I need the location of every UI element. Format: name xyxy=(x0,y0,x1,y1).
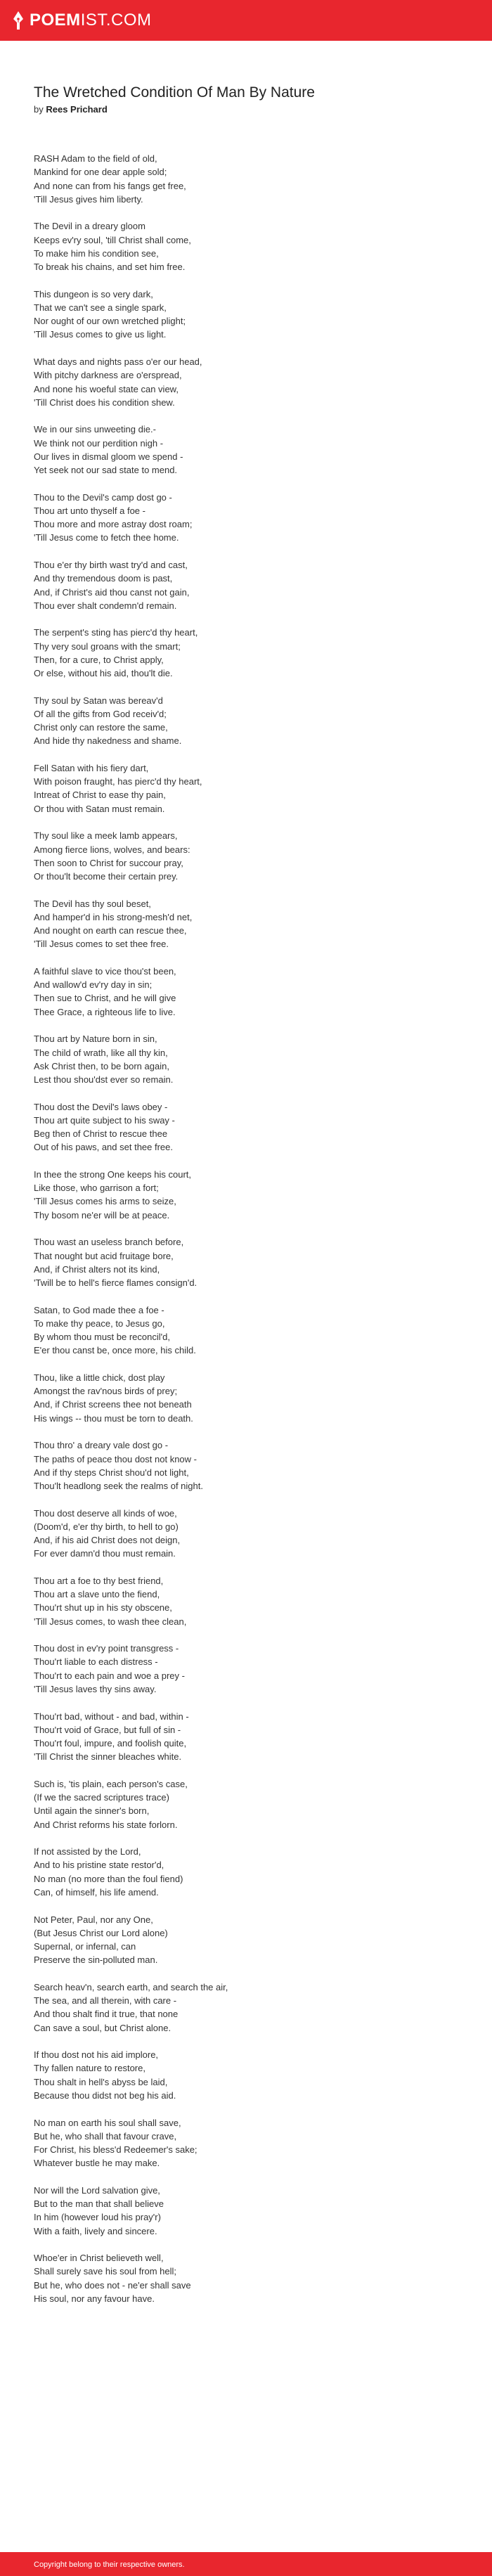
stanza xyxy=(34,829,462,883)
poem-line: Thee Grace, a righteous life to live. xyxy=(34,1006,176,1017)
stanza xyxy=(34,1168,462,1222)
poem-line: 'Till Christ the sinner bleaches white. xyxy=(34,1751,182,1763)
poem-line: Amongst the rav'nous birds of prey; xyxy=(34,1386,178,1397)
poem-line: Thou'rt shut up in his sty obscene, xyxy=(34,1602,172,1614)
poem-line: Satan, to God made thee a foe - xyxy=(34,1304,164,1315)
stanza xyxy=(34,1642,462,1696)
poem-line: No man (no more than the foul fiend) xyxy=(34,1873,183,1884)
poem-line: Until again the sinner's born, xyxy=(34,1805,150,1817)
poem-line: Thou'rt void of Grace, but full of sin - xyxy=(34,1724,181,1735)
site-name xyxy=(30,10,152,31)
stanza xyxy=(34,288,462,342)
stanza xyxy=(34,897,462,951)
poem-line: Thou, like a little chick, dost play xyxy=(34,1372,165,1383)
poem-line: 'Till Jesus laves thy sins away. xyxy=(34,1684,157,1695)
poem-line: Can save a soul, but Christ alone. xyxy=(34,2022,171,2033)
stanza xyxy=(34,355,462,409)
poem-line: The paths of peace thou dost not know - xyxy=(34,1453,197,1464)
poem-line: The serpent's sting has pierc'd thy heart, xyxy=(34,627,198,638)
author-link[interactable]: Rees Prichard xyxy=(46,104,108,115)
poem-line: Can, of himself, his life amend. xyxy=(34,1887,159,1898)
poem-line: Search heav'n, search earth, and search the air, xyxy=(34,1981,228,1992)
poem-line: Thou'rt to each pain and woe a prey - xyxy=(34,1670,185,1681)
poem-line: Thou'rt liable to each distress - xyxy=(34,1656,158,1668)
poem-line: 'Till Christ does his condition shew. xyxy=(34,397,175,408)
poem-line: Thou art by Nature born in sin, xyxy=(34,1033,157,1045)
poem-line: Nor ought of our own wretched plight; xyxy=(34,316,186,327)
poem-line: We think not our perdition nigh - xyxy=(34,437,164,449)
poem-line: Keeps ev'ry soul, 'till Christ shall come, xyxy=(34,234,191,245)
poem-line: Because thou didst not beg his aid. xyxy=(34,2089,176,2101)
stanza xyxy=(34,1438,462,1493)
poem-line: 'Twill be to hell's fierce flames consign'd. xyxy=(34,1277,198,1289)
poem-line: 'Till Jesus comes, to wash thee clean, xyxy=(34,1616,187,1627)
stanza xyxy=(34,423,462,477)
poem-line: Or thou with Satan must remain. xyxy=(34,803,165,814)
site-logo[interactable] xyxy=(13,10,152,31)
footer-bar xyxy=(0,2552,492,2576)
site-name-part-2: IST.COM xyxy=(80,11,152,30)
poem-line: Beg then of Christ to rescue thee xyxy=(34,1128,168,1140)
poem-line: Christ only can restore the same, xyxy=(34,722,168,733)
poem-line: That nought but acid fruitage bore, xyxy=(34,1250,174,1261)
poem-line: And, if his aid Christ does not deign, xyxy=(34,1535,181,1546)
poem-line: Then, for a cure, to Christ apply, xyxy=(34,654,164,665)
poem-line: With pitchy darkness are o'erspread, xyxy=(34,370,182,381)
poem-line: By whom thou must be reconcil'd, xyxy=(34,1332,170,1343)
poem-line: Lest thou shou'dst ever so remain. xyxy=(34,1074,174,1086)
stanza xyxy=(34,558,462,612)
poem-line: Ask Christ then, to be born again, xyxy=(34,1060,169,1071)
stanza xyxy=(34,2251,462,2305)
poem-line: 'Till Jesus comes to give us light. xyxy=(34,329,167,340)
stanza xyxy=(34,1507,462,1561)
poem-line: The Devil in a dreary gloom xyxy=(34,221,145,232)
poem-line: For Christ, his bless'd Redeemer's sake; xyxy=(34,2144,198,2156)
stanza xyxy=(34,965,462,1019)
stanza xyxy=(34,2116,462,2170)
poem-line: Thou art a foe to thy best friend, xyxy=(34,1575,164,1586)
stanza xyxy=(34,219,462,273)
poem-line: Such is, 'tis plain, each person's case, xyxy=(34,1778,188,1789)
poem-line: Thy bosom ne'er will be at peace. xyxy=(34,1209,170,1221)
poem-line: Or else, without his aid, thou'lt die. xyxy=(34,668,173,679)
poem-line: Thou ever shalt condemn'd remain. xyxy=(34,600,177,611)
poem-line: Out of his paws, and set thee free. xyxy=(34,1142,174,1153)
poem-line: Whoe'er in Christ believeth well, xyxy=(34,2253,164,2264)
poem-line: Preserve the sin-polluted man. xyxy=(34,1954,158,1966)
poem-line: And none can from his fangs get free, xyxy=(34,180,186,191)
stanza xyxy=(34,1100,462,1154)
stanza xyxy=(34,152,462,206)
stanza xyxy=(34,1845,462,1899)
poem-line: Thou'rt bad, without - and bad, within - xyxy=(34,1711,189,1722)
poem-line: Intreat of Christ to ease thy pain, xyxy=(34,790,166,801)
poem-line: Fell Satan with his fiery dart, xyxy=(34,762,149,773)
poem-line: Of all the gifts from God receiv'd; xyxy=(34,708,167,719)
pen-nib-icon xyxy=(13,11,24,30)
stanza xyxy=(34,2184,462,2238)
poem-line: And nought on earth can rescue thee, xyxy=(34,925,187,936)
poem-line: 'Till Jesus gives him liberty. xyxy=(34,193,143,205)
poem-line: If thou dost not his aid implore, xyxy=(34,2049,159,2061)
stanza xyxy=(34,626,462,680)
poem-line: We in our sins unweeting die.- xyxy=(34,424,156,435)
poem-line: Our lives in dismal gloom we spend - xyxy=(34,451,183,462)
poem-line: His wings -- thou must be torn to death. xyxy=(34,1412,193,1424)
poem-line: Supernal, or infernal, can xyxy=(34,1941,136,1952)
poem-line: And thy tremendous doom is past, xyxy=(34,573,173,584)
stanza xyxy=(34,1235,462,1289)
poem-line: A faithful slave to vice thou'st been, xyxy=(34,965,176,977)
poem-line: This dungeon is so very dark, xyxy=(34,288,153,300)
poem-line: And, if Christ screens thee not beneath xyxy=(34,1399,192,1410)
stanza xyxy=(34,1303,462,1358)
stanza xyxy=(34,1371,462,1425)
poem-line: In thee the strong One keeps his court, xyxy=(34,1168,192,1180)
poem-line: Thou dost in ev'ry point transgress - xyxy=(34,1643,179,1654)
poem-line: And if thy steps Christ shou'd not light, xyxy=(34,1467,189,1478)
poem-line: Among fierce lions, wolves, and bears: xyxy=(34,844,190,855)
poem-line: And wallow'd ev'ry day in sin; xyxy=(34,979,153,991)
poem-line: Thy soul by Satan was bereav'd xyxy=(34,695,163,706)
stanza xyxy=(34,1710,462,1764)
poem-line: To make him his condition see, xyxy=(34,247,159,259)
poem-line: His soul, nor any favour have. xyxy=(34,2293,155,2304)
poem-line: That we can't see a single spark, xyxy=(34,302,167,313)
stanza xyxy=(34,2048,462,2102)
poem-line: Thou shalt in hell's abyss be laid, xyxy=(34,2076,168,2087)
poem-line: Not Peter, Paul, nor any One, xyxy=(34,1914,153,1925)
poem-line: The sea, and all therein, with care - xyxy=(34,1995,177,2007)
poem-line: Thou more and more astray dost roam; xyxy=(34,519,193,530)
poem-line: For ever damn'd thou must remain. xyxy=(34,1548,176,1559)
poem-line: But he, who shall that favour crave, xyxy=(34,2130,177,2142)
poem-line: Thy fallen nature to restore, xyxy=(34,2063,145,2074)
poem-line: Thou art a slave unto the fiend, xyxy=(34,1589,160,1600)
poem-line: Thou art quite subject to his sway - xyxy=(34,1114,175,1126)
poem-line: And, if Christ alters not its kind, xyxy=(34,1263,160,1275)
stanza xyxy=(34,761,462,816)
poem-line: (But Jesus Christ our Lord alone) xyxy=(34,1927,168,1938)
stanza xyxy=(34,1032,462,1086)
poem-line: And none his woeful state can view, xyxy=(34,383,179,394)
poem-line: Thou dost the Devil's laws obey - xyxy=(34,1101,168,1112)
poem-line: The Devil has thy soul beset, xyxy=(34,898,151,909)
poem-line: If not assisted by the Lord, xyxy=(34,1846,141,1857)
poem-line: Thou e'er thy birth wast try'd and cast, xyxy=(34,559,188,570)
poem-line: To make thy peace, to Jesus go, xyxy=(34,1318,165,1329)
poem-line: Shall surely save his soul from hell; xyxy=(34,2266,177,2277)
poem-line: 'Till Jesus comes his arms to seize, xyxy=(34,1196,176,1207)
top-bar xyxy=(0,0,492,41)
poem-title: The Wretched Condition Of Man By Nature xyxy=(34,84,315,101)
poem-line: Thou'rt foul, impure, and foolish quite, xyxy=(34,1738,187,1749)
poem-line: Then sue to Christ, and he will give xyxy=(34,993,176,1004)
poem-line: And Christ reforms his state forlorn. xyxy=(34,1819,178,1830)
poem-line: And hamper'd in his strong-mesh'd net, xyxy=(34,911,193,922)
poem-line: The child of wrath, like all thy kin, xyxy=(34,1047,168,1058)
stanza xyxy=(34,491,462,545)
poem-line: Thou dost deserve all kinds of woe, xyxy=(34,1507,177,1519)
poem-line: What days and nights pass o'er our head, xyxy=(34,356,202,367)
poem-body xyxy=(34,152,462,2319)
poem-line: With a faith, lively and sincere. xyxy=(34,2225,157,2236)
site-name-part-1: POEM xyxy=(30,11,81,30)
stanza xyxy=(34,1574,462,1628)
stanza xyxy=(34,694,462,748)
poem-line: And to his pristine state restor'd, xyxy=(34,1860,164,1871)
poem-line: With poison fraught, has pierc'd thy heart, xyxy=(34,776,202,787)
poem-line: (Doom'd, e'er thy birth, to hell to go) xyxy=(34,1521,179,1532)
poem-line: E'er thou canst be, once more, his child. xyxy=(34,1345,196,1356)
poem-line: Mankind for one dear apple sold; xyxy=(34,167,167,178)
poem-line: But he, who does not - ne'er shall save xyxy=(34,2279,191,2291)
poem-line: 'Till Jesus come to fetch thee home. xyxy=(34,532,179,543)
by-label: by xyxy=(34,104,44,115)
poem-line: Thou thro' a dreary vale dost go - xyxy=(34,1440,169,1451)
poem-line: But to the man that shall believe xyxy=(34,2198,164,2210)
poem-line: Thou'lt headlong seek the realms of night. xyxy=(34,1481,203,1492)
stanza xyxy=(34,1981,462,2035)
byline xyxy=(34,103,108,116)
poem-line: And, if Christ's aid thou canst not gain, xyxy=(34,586,190,598)
poem-line: Thou to the Devil's camp dost go - xyxy=(34,491,172,503)
poem-line: And hide thy nakedness and shame. xyxy=(34,735,182,747)
poem-line: RASH Adam to the field of old, xyxy=(34,153,157,164)
poem-line: No man on earth his soul shall save, xyxy=(34,2117,181,2128)
poem-line: Or thou'lt become their certain prey. xyxy=(34,871,179,882)
poem-line: Nor will the Lord salvation give, xyxy=(34,2184,160,2196)
stanza xyxy=(34,1913,462,1967)
poem-line: To break his chains, and set him free. xyxy=(34,262,186,273)
poem-line: Thou wast an useless branch before, xyxy=(34,1237,184,1248)
poem-line: Thy soul like a meek lamb appears, xyxy=(34,830,178,842)
poem-line: Thy very soul groans with the smart; xyxy=(34,640,181,652)
copyright-text: Copyright belong to their respective owners. xyxy=(34,2561,185,2569)
poem-line: Then soon to Christ for succour pray, xyxy=(34,857,183,868)
poem-line: Thou art unto thyself a foe - xyxy=(34,505,145,516)
poem-line: (If we the sacred scriptures trace) xyxy=(34,1792,169,1803)
poem-line: Whatever bustle he may make. xyxy=(34,2158,160,2169)
poem-line: And thou shalt find it true, that none xyxy=(34,2009,179,2020)
poem-line: 'Till Jesus comes to set thee free. xyxy=(34,939,169,950)
poem-line: In him (however loud his pray'r) xyxy=(34,2212,161,2223)
poem-line: Yet seek not our sad state to mend. xyxy=(34,465,178,476)
poem-line: Like those, who garrison a fort; xyxy=(34,1183,159,1194)
stanza xyxy=(34,1777,462,1831)
